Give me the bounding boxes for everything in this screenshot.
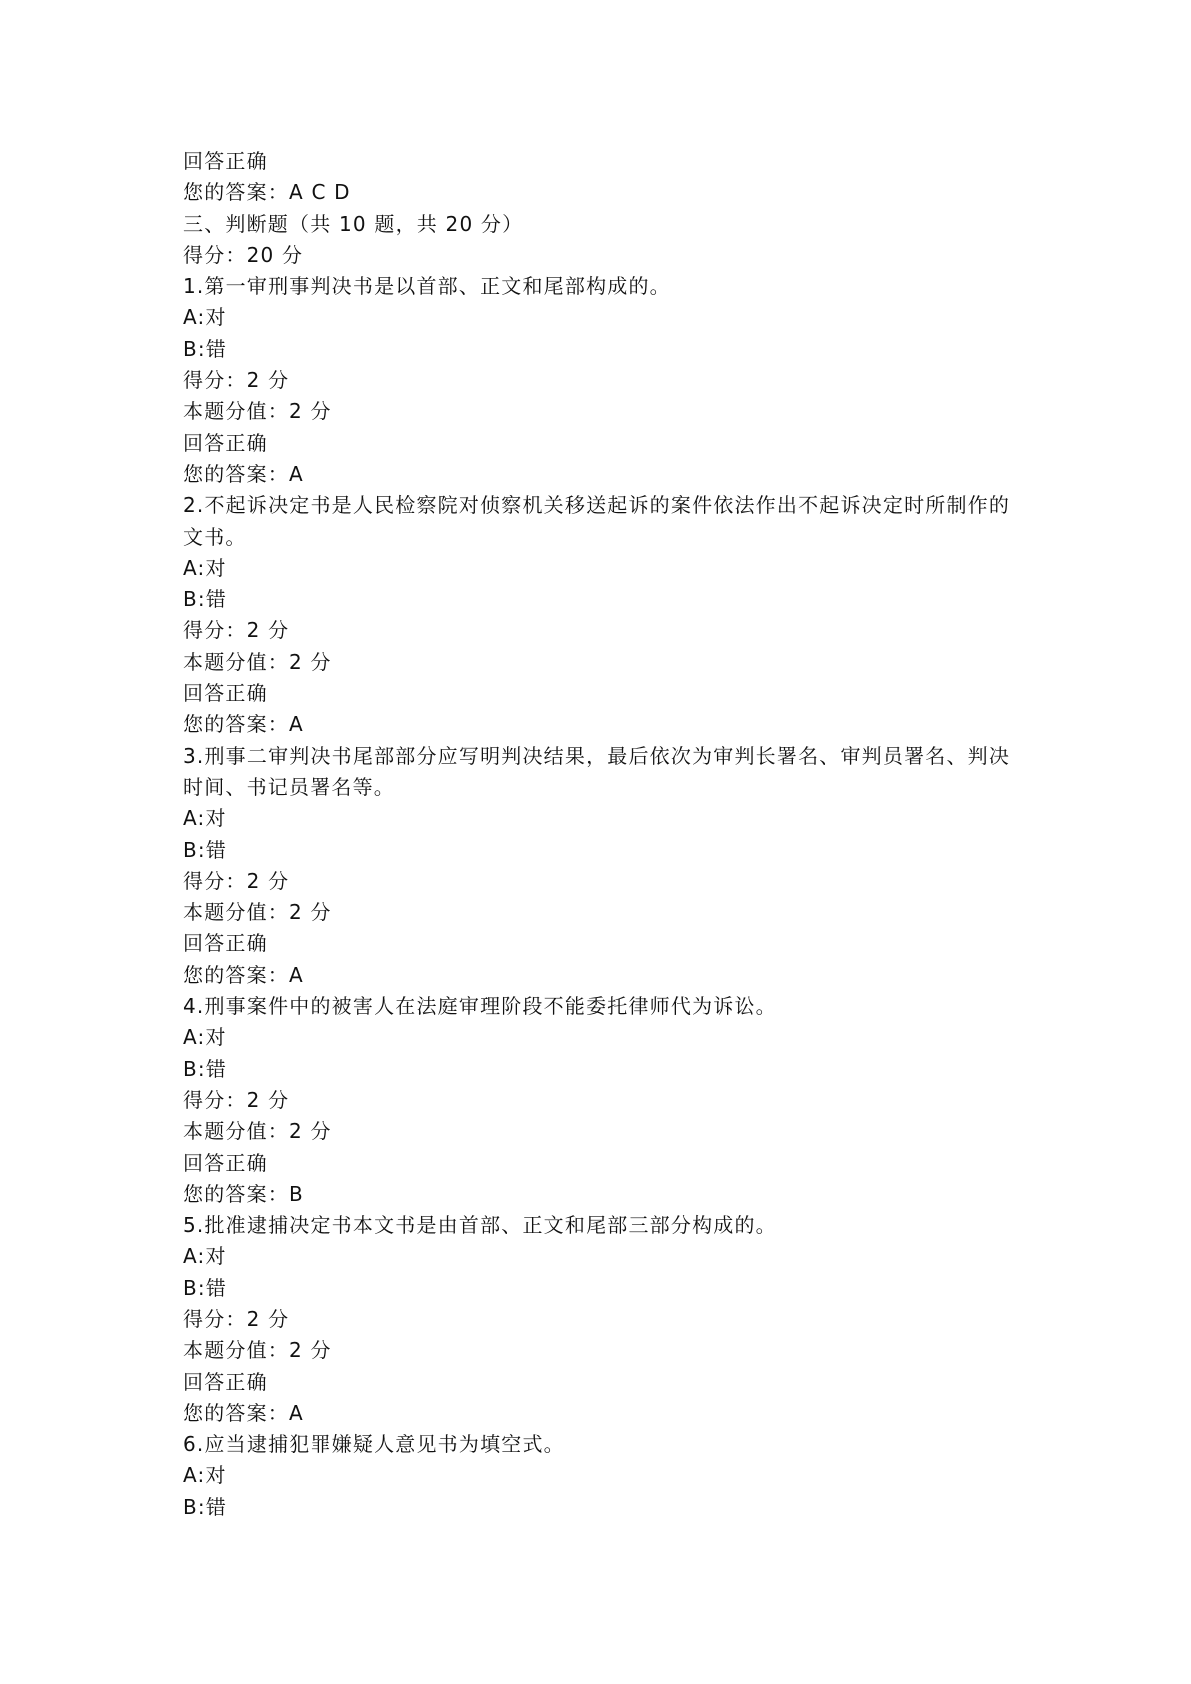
question-answer: 您的答案：A (183, 1400, 304, 1425)
option-b: B:错 (183, 837, 228, 862)
prev-answer: 您的答案：A C D (183, 180, 351, 205)
prev-result: 回答正确 (183, 149, 268, 173)
question-value: 本题分值：2 分 (183, 1119, 332, 1144)
option-a: A:对 (183, 1244, 227, 1269)
question-answer: 您的答案：A (183, 461, 304, 486)
question-result: 回答正确 (183, 681, 268, 706)
question-stem: 4.刑事案件中的被害人在法庭审理阶段不能委托律师代为诉讼。 (183, 994, 777, 1019)
question-score: 得分：2 分 (183, 1087, 290, 1112)
question-answer: 您的答案：A (183, 712, 304, 737)
question-score: 得分：2 分 (183, 1306, 290, 1331)
question-answer: 您的答案：B (183, 1181, 304, 1206)
question-stem: 1.第一审刑事判决书是以首部、正文和尾部构成的。 (183, 274, 671, 299)
question-4 (183, 991, 1023, 1210)
option-b: B:错 (183, 1275, 228, 1300)
option-a: A:对 (183, 1463, 227, 1488)
question-value: 本题分值：2 分 (183, 900, 332, 925)
option-a: A:对 (183, 1025, 227, 1050)
question-score: 得分：2 分 (183, 368, 290, 393)
option-a: A:对 (183, 305, 227, 330)
option-b: B:错 (183, 587, 228, 612)
question-3 (183, 741, 1023, 991)
question-value: 本题分值：2 分 (183, 399, 332, 424)
question-result: 回答正确 (183, 1369, 268, 1394)
question-score: 得分：2 分 (183, 618, 290, 643)
document-page (183, 146, 1023, 1523)
question-2 (183, 490, 1023, 740)
section-heading: 三、判断题（共 10 题，共 20 分） (183, 211, 524, 236)
option-a: A:对 (183, 555, 227, 580)
question-6 (183, 1429, 1023, 1523)
question-answer: 您的答案：A (183, 962, 304, 987)
option-b: B:错 (183, 336, 228, 361)
question-value: 本题分值：2 分 (183, 649, 332, 674)
option-b: B:错 (183, 1056, 228, 1081)
section-score: 得分：20 分 (183, 242, 304, 267)
question-value: 本题分值：2 分 (183, 1338, 332, 1363)
question-stem: 6.应当逮捕犯罪嫌疑人意见书为填空式。 (183, 1432, 565, 1457)
question-score: 得分：2 分 (183, 868, 290, 893)
question-5 (183, 1210, 1023, 1429)
question-result: 回答正确 (183, 430, 268, 455)
question-stem: 3.刑事二审判决书尾部部分应写明判决结果，最后依次为审判长署名、审判员署名、判决时间、书记员署名等。 (183, 743, 1011, 799)
question-stem: 5.批准逮捕决定书本文书是由首部、正文和尾部三部分构成的。 (183, 1213, 777, 1238)
option-a: A:对 (183, 806, 227, 831)
question-1 (183, 271, 1023, 490)
question-result: 回答正确 (183, 931, 268, 956)
question-result: 回答正确 (183, 1150, 268, 1175)
question-stem: 2.不起诉决定书是人民检察院对侦察机关移送起诉的案件依法作出不起诉决定时所制作的文书。 (183, 493, 1011, 549)
option-b: B:错 (183, 1494, 228, 1519)
